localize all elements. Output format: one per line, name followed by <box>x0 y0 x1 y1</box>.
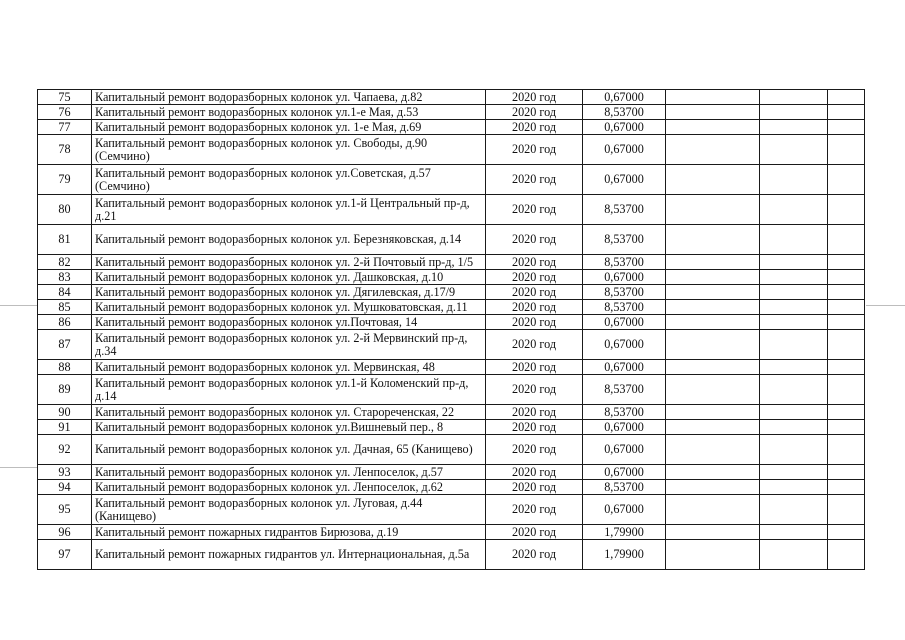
row-value-cell: 8,53700 <box>583 195 666 225</box>
table-row <box>38 255 865 270</box>
empty-cell <box>760 165 828 195</box>
table-row <box>38 495 865 525</box>
row-description-cell: Капитальный ремонт водоразборных колонок ул.Советская, д.57 (Семчино) <box>92 165 486 195</box>
empty-cell <box>760 135 828 165</box>
scan-artifact-line <box>0 305 38 306</box>
empty-cell <box>760 405 828 420</box>
row-description-cell: Капитальный ремонт водоразборных колонок ул.Вишневый пер., 8 <box>92 420 486 435</box>
row-year-cell: 2020 год <box>486 420 583 435</box>
table-row <box>38 360 865 375</box>
empty-cell <box>760 120 828 135</box>
empty-cell <box>828 465 865 480</box>
empty-cell <box>666 375 760 405</box>
row-year-cell: 2020 год <box>486 270 583 285</box>
empty-cell <box>666 315 760 330</box>
row-description-cell: Капитальный ремонт водоразборных колонок ул. 2-й Мервинский пр-д, д.34 <box>92 330 486 360</box>
empty-cell <box>666 540 760 570</box>
row-number-cell: 94 <box>38 480 92 495</box>
row-number-cell: 79 <box>38 165 92 195</box>
empty-cell <box>828 285 865 300</box>
empty-cell <box>760 540 828 570</box>
table-row <box>38 525 865 540</box>
row-description-cell: Капитальный ремонт водоразборных колонок ул. Ленпоселок, д.62 <box>92 480 486 495</box>
row-year-cell: 2020 год <box>486 255 583 270</box>
row-value-cell: 0,67000 <box>583 270 666 285</box>
row-description-cell: Капитальный ремонт водоразборных колонок ул.1-е Мая, д.53 <box>92 105 486 120</box>
empty-cell <box>760 300 828 315</box>
empty-cell <box>760 285 828 300</box>
empty-cell <box>828 495 865 525</box>
row-description-cell: Капитальный ремонт водоразборных колонок ул. Старореченская, 22 <box>92 405 486 420</box>
row-number-cell: 75 <box>38 90 92 105</box>
empty-cell <box>760 315 828 330</box>
table-row <box>38 270 865 285</box>
empty-cell <box>828 105 865 120</box>
table-row <box>38 435 865 465</box>
row-number-cell: 93 <box>38 465 92 480</box>
row-year-cell: 2020 год <box>486 435 583 465</box>
table-body <box>38 90 865 570</box>
table-row <box>38 480 865 495</box>
row-description-cell: Капитальный ремонт водоразборных колонок ул. Мервинская, 48 <box>92 360 486 375</box>
row-value-cell: 0,67000 <box>583 120 666 135</box>
empty-cell <box>666 255 760 270</box>
empty-cell <box>760 375 828 405</box>
row-description-cell: Капитальный ремонт водоразборных колонок ул. Дачная, 65 (Канищево) <box>92 435 486 465</box>
row-year-cell: 2020 год <box>486 495 583 525</box>
row-year-cell: 2020 год <box>486 540 583 570</box>
row-description-cell: Капитальный ремонт водоразборных колонок ул. 2-й Почтовый пр-д, 1/5 <box>92 255 486 270</box>
row-year-cell: 2020 год <box>486 120 583 135</box>
empty-cell <box>760 330 828 360</box>
empty-cell <box>760 225 828 255</box>
table-row <box>38 165 865 195</box>
row-year-cell: 2020 год <box>486 285 583 300</box>
row-value-cell: 8,53700 <box>583 375 666 405</box>
empty-cell <box>828 120 865 135</box>
row-value-cell: 0,67000 <box>583 465 666 480</box>
row-value-cell: 8,53700 <box>583 255 666 270</box>
table-row <box>38 135 865 165</box>
row-value-cell: 0,67000 <box>583 420 666 435</box>
row-number-cell: 82 <box>38 255 92 270</box>
empty-cell <box>760 495 828 525</box>
row-description-cell: Капитальный ремонт водоразборных колонок ул. 1-е Мая, д.69 <box>92 120 486 135</box>
row-value-cell: 0,67000 <box>583 135 666 165</box>
empty-cell <box>828 405 865 420</box>
empty-cell <box>666 330 760 360</box>
row-value-cell: 1,79900 <box>583 525 666 540</box>
table-row <box>38 540 865 570</box>
row-number-cell: 77 <box>38 120 92 135</box>
empty-cell <box>828 315 865 330</box>
empty-cell <box>666 225 760 255</box>
table-row <box>38 225 865 255</box>
empty-cell <box>666 420 760 435</box>
row-year-cell: 2020 год <box>486 165 583 195</box>
empty-cell <box>760 465 828 480</box>
empty-cell <box>760 105 828 120</box>
row-description-cell: Капитальный ремонт водоразборных колонок ул. Березняковская, д.14 <box>92 225 486 255</box>
empty-cell <box>666 195 760 225</box>
table-row <box>38 105 865 120</box>
empty-cell <box>666 480 760 495</box>
row-year-cell: 2020 год <box>486 90 583 105</box>
empty-cell <box>666 300 760 315</box>
row-value-cell: 0,67000 <box>583 435 666 465</box>
row-year-cell: 2020 год <box>486 480 583 495</box>
row-description-cell: Капитальный ремонт водоразборных колонок ул.1-й Центральный пр-д, д.21 <box>92 195 486 225</box>
empty-cell <box>828 300 865 315</box>
row-year-cell: 2020 год <box>486 195 583 225</box>
row-value-cell: 1,79900 <box>583 540 666 570</box>
table-row <box>38 315 865 330</box>
empty-cell <box>828 90 865 105</box>
table-row <box>38 120 865 135</box>
table-row <box>38 300 865 315</box>
row-number-cell: 90 <box>38 405 92 420</box>
row-description-cell: Капитальный ремонт водоразборных колонок ул. Луговая, д.44 (Канищево) <box>92 495 486 525</box>
row-description-cell: Капитальный ремонт водоразборных колонок ул. Дашковская, д.10 <box>92 270 486 285</box>
empty-cell <box>828 165 865 195</box>
table-row <box>38 375 865 405</box>
empty-cell <box>666 90 760 105</box>
scan-artifact-line <box>866 305 905 306</box>
empty-cell <box>666 435 760 465</box>
row-description-cell: Капитальный ремонт водоразборных колонок ул. Дягилевская, д.17/9 <box>92 285 486 300</box>
row-number-cell: 92 <box>38 435 92 465</box>
empty-cell <box>760 195 828 225</box>
row-number-cell: 97 <box>38 540 92 570</box>
row-value-cell: 0,67000 <box>583 165 666 195</box>
row-value-cell: 8,53700 <box>583 405 666 420</box>
empty-cell <box>828 435 865 465</box>
row-value-cell: 8,53700 <box>583 105 666 120</box>
empty-cell <box>828 225 865 255</box>
row-year-cell: 2020 год <box>486 315 583 330</box>
row-number-cell: 76 <box>38 105 92 120</box>
empty-cell <box>760 435 828 465</box>
empty-cell <box>666 105 760 120</box>
row-value-cell: 0,67000 <box>583 315 666 330</box>
works-table <box>37 89 865 570</box>
empty-cell <box>666 495 760 525</box>
row-year-cell: 2020 год <box>486 225 583 255</box>
table-row <box>38 285 865 300</box>
empty-cell <box>760 255 828 270</box>
row-number-cell: 89 <box>38 375 92 405</box>
empty-cell <box>666 525 760 540</box>
empty-cell <box>666 285 760 300</box>
row-year-cell: 2020 год <box>486 105 583 120</box>
empty-cell <box>666 120 760 135</box>
table-row <box>38 195 865 225</box>
table-row <box>38 405 865 420</box>
row-number-cell: 86 <box>38 315 92 330</box>
row-value-cell: 0,67000 <box>583 495 666 525</box>
row-number-cell: 83 <box>38 270 92 285</box>
empty-cell <box>760 270 828 285</box>
empty-cell <box>828 135 865 165</box>
empty-cell <box>760 525 828 540</box>
empty-cell <box>828 420 865 435</box>
row-number-cell: 95 <box>38 495 92 525</box>
row-number-cell: 96 <box>38 525 92 540</box>
row-number-cell: 87 <box>38 330 92 360</box>
row-value-cell: 8,53700 <box>583 225 666 255</box>
row-number-cell: 78 <box>38 135 92 165</box>
empty-cell <box>828 270 865 285</box>
row-description-cell: Капитальный ремонт водоразборных колонок ул. Мушковатовская, д.11 <box>92 300 486 315</box>
row-number-cell: 91 <box>38 420 92 435</box>
empty-cell <box>828 195 865 225</box>
row-description-cell: Капитальный ремонт водоразборных колонок ул.1-й Коломенский пр-д, д.14 <box>92 375 486 405</box>
row-number-cell: 88 <box>38 360 92 375</box>
empty-cell <box>760 90 828 105</box>
row-year-cell: 2020 год <box>486 525 583 540</box>
empty-cell <box>666 360 760 375</box>
empty-cell <box>828 540 865 570</box>
row-year-cell: 2020 год <box>486 360 583 375</box>
row-year-cell: 2020 год <box>486 330 583 360</box>
row-value-cell: 0,67000 <box>583 330 666 360</box>
row-value-cell: 8,53700 <box>583 285 666 300</box>
row-number-cell: 84 <box>38 285 92 300</box>
empty-cell <box>666 405 760 420</box>
row-year-cell: 2020 год <box>486 135 583 165</box>
row-description-cell: Капитальный ремонт водоразборных колонок ул.Почтовая, 14 <box>92 315 486 330</box>
row-number-cell: 85 <box>38 300 92 315</box>
row-description-cell: Капитальный ремонт пожарных гидрантов ул. Интернациональная, д.5а <box>92 540 486 570</box>
empty-cell <box>760 420 828 435</box>
row-description-cell: Капитальный ремонт водоразборных колонок ул. Ленпоселок, д.57 <box>92 465 486 480</box>
row-year-cell: 2020 год <box>486 300 583 315</box>
empty-cell <box>828 525 865 540</box>
scan-artifact-line <box>0 467 38 468</box>
row-description-cell: Капитальный ремонт водоразборных колонок ул. Чапаева, д.82 <box>92 90 486 105</box>
empty-cell <box>666 465 760 480</box>
row-value-cell: 0,67000 <box>583 360 666 375</box>
empty-cell <box>760 480 828 495</box>
empty-cell <box>828 375 865 405</box>
row-description-cell: Капитальный ремонт пожарных гидрантов Бирюзова, д.19 <box>92 525 486 540</box>
empty-cell <box>828 330 865 360</box>
table-row <box>38 465 865 480</box>
table-row <box>38 330 865 360</box>
row-number-cell: 81 <box>38 225 92 255</box>
row-year-cell: 2020 год <box>486 405 583 420</box>
empty-cell <box>828 255 865 270</box>
row-value-cell: 0,67000 <box>583 90 666 105</box>
row-year-cell: 2020 год <box>486 465 583 480</box>
row-number-cell: 80 <box>38 195 92 225</box>
empty-cell <box>828 480 865 495</box>
row-value-cell: 8,53700 <box>583 300 666 315</box>
empty-cell <box>666 135 760 165</box>
row-value-cell: 8,53700 <box>583 480 666 495</box>
empty-cell <box>760 360 828 375</box>
row-year-cell: 2020 год <box>486 375 583 405</box>
empty-cell <box>828 360 865 375</box>
empty-cell <box>666 270 760 285</box>
table-row <box>38 90 865 105</box>
row-description-cell: Капитальный ремонт водоразборных колонок ул. Свободы, д.90 (Семчино) <box>92 135 486 165</box>
table-row <box>38 420 865 435</box>
empty-cell <box>666 165 760 195</box>
